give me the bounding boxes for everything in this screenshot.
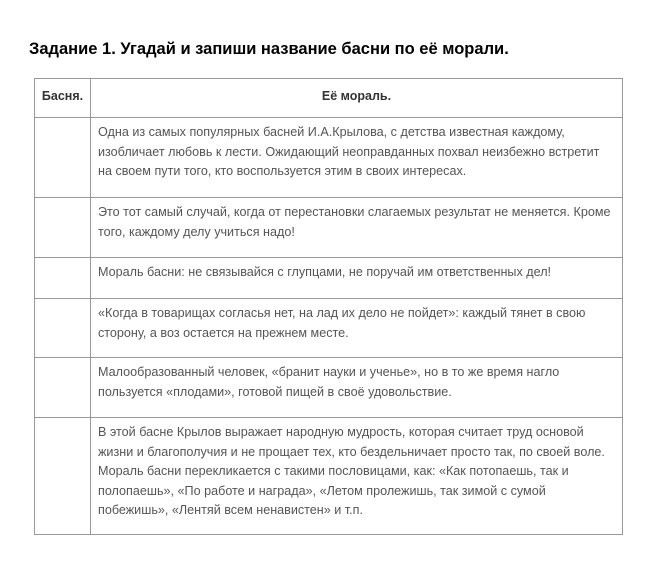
fable-name-cell[interactable] (35, 258, 91, 299)
fable-name-cell[interactable] (35, 118, 91, 198)
header-moral: Её мораль. (91, 79, 623, 118)
fable-name-cell[interactable] (35, 358, 91, 418)
table-row (35, 358, 623, 418)
moral-cell: Мораль басни: не связывайся с глупцами, не поручай им ответственных дел! (91, 258, 623, 299)
table-header-row (35, 79, 623, 118)
table-row (35, 258, 623, 299)
task-title: Задание 1. Угадай и запиши название басни по её морали. (29, 40, 509, 58)
table-row (35, 418, 623, 535)
moral-cell: Одна из самых популярных басней И.А.Крылова, с детства известная каждому, изобличает любовь к лести. Ожидающий неоправданных похвал неизбежно встретит на своем пути того, кто воспользуется этим в своих интересах. (91, 118, 623, 198)
table-row (35, 198, 623, 258)
fable-name-cell[interactable] (35, 418, 91, 535)
header-fable: Басня. (35, 79, 91, 118)
table-row (35, 118, 623, 198)
moral-cell: Малообразованный человек, «бранит науки и ученье», но в то же время нагло пользуется «плодами», готовой пищей в своё удовольствие. (91, 358, 623, 418)
moral-cell: Это тот самый случай, когда от перестановки слагаемых результат не меняется. Кроме того, каждому делу учиться надо! (91, 198, 623, 258)
table-row (35, 299, 623, 358)
fable-name-cell[interactable] (35, 299, 91, 358)
fable-name-cell[interactable] (35, 198, 91, 258)
moral-cell: В этой басне Крылов выражает народную мудрость, которая считает труд основой жизни и благополучия и не прощает тех, кто бездельничает просто так, по своей воле. Мораль басни перекликается с такими пословицами, как: «Как потопаешь, так и полопаешь», «По работе и награда», «Летом пролежишь, так зимой с сумой побежишь», «Лентяй всем ненавистен» и т.п. (91, 418, 623, 535)
moral-cell: «Когда в товарищах согласья нет, на лад их дело не пойдет»: каждый тянет в свою сторону, а воз остается на прежнем месте. (91, 299, 623, 358)
fables-table (34, 78, 623, 535)
